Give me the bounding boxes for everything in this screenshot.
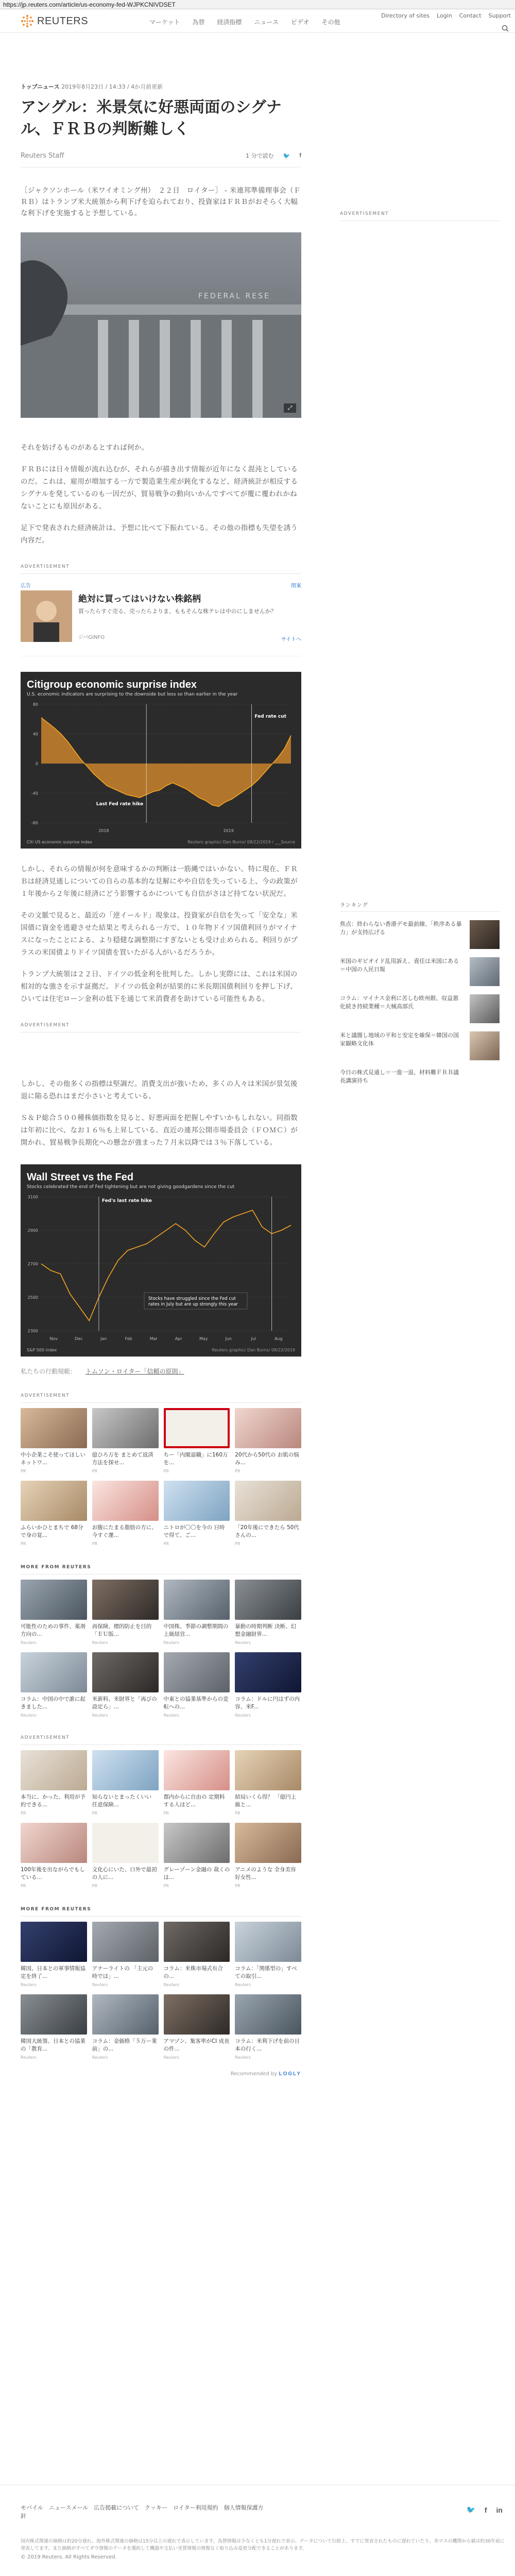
- card-title: 結局いくら得？ 「億円上級と...: [235, 1794, 297, 1808]
- footer: [0, 2485, 515, 2576]
- card-title: 知らないとまったくいい 任意保険...: [92, 1794, 152, 1808]
- paragraph: その文脈で見ると、最近の「逆イールド」現象は、投資家が自信を失って「安全な」米国債に資金を逃避させた結果と考えられる一方で、１０年物ドイツ国債利回りがマイナスになったことによる、より穏健な調整期にすぎないとも受け止められる。利回りがプラスの米国債よりドイツ国債を買いたがる人がいるだろうか。: [21, 911, 298, 957]
- linkedin-icon[interactable]: in: [496, 2506, 503, 2514]
- footer-links[interactable]: モバイル ニュースメール 広告掲載について クッキー ロイター利用規約 個人情報保護方針: [21, 2504, 264, 2519]
- annotation-note: [144, 1293, 247, 1309]
- ranking-title: コラム：マイナス金利に苦しむ欧州銀、収益悪化続き持続業種＝大械高部氏: [340, 995, 459, 1010]
- headline: アングル：米景気に好悪両面のシグナル、ＦＲＢの判断難しく: [21, 98, 282, 138]
- content-card[interactable]: [164, 1580, 230, 1645]
- card-title: ふらいかひとまちで 68分で身の覚...: [21, 1524, 83, 1538]
- content-card[interactable]: [235, 1481, 301, 1546]
- chart-subtitle: U.S. economic indicators are surprising to the downside but less so than earlier in the year: [27, 692, 238, 697]
- byline-row: [21, 151, 301, 167]
- ad-title[interactable]: 絶対に買ってはいけない株銘柄: [78, 594, 201, 604]
- y-tick-label: 0: [35, 761, 38, 766]
- expand-icon[interactable]: ⤢: [284, 403, 296, 413]
- content-card[interactable]: [235, 1994, 301, 2060]
- card-title: コラム：ドルに円はずの内容、米F...: [235, 1696, 300, 1710]
- lead-paragraph: ［ジャクソンホール（米ワイオミング州） ２２日 ロイター］ - 米連邦準備理事会（ＦＲＢ）はトランプ米大統領から利下げを迫られており、投資家はＦＲＢがおそらく大幅な利下げを実施すると予想している。: [21, 187, 301, 217]
- content-card[interactable]: [235, 1652, 301, 1718]
- ad-close-button[interactable]: 閉案: [291, 583, 301, 589]
- svg-text:FEDERAL RESE: FEDERAL RESE: [198, 292, 270, 300]
- ad-site-link[interactable]: サイトへ: [281, 637, 301, 642]
- content-card[interactable]: [92, 1652, 159, 1718]
- content-card[interactable]: [92, 1408, 159, 1473]
- card-title: コラム：「関係型の」すべての取引...: [235, 1965, 297, 1979]
- x-tick-label: 2018: [98, 828, 109, 833]
- ranking-title: 焦点：終わらない香港デモ最前線、「秩序ある暴力」が支持広げる: [340, 921, 462, 936]
- y-tick-label: 2500: [27, 1295, 38, 1300]
- x-tick-label: Jan: [100, 1336, 107, 1341]
- card-source: PR: [163, 1469, 169, 1473]
- paragraph: トランプ大統領は２２日、ドイツの低金利を批判した。しかし実際には、これは米国の相対的な強さを示す証拠だ。ドイツの低金利が結果的に米長期国債利回りを押し下げ、ひいては住宅ローン金利の低下を通じて米消費者を助けている可能性もある。: [21, 970, 298, 1003]
- article-photo[interactable]: [21, 232, 301, 418]
- more-from-reuters-heading: MORE FROM REUTERS: [21, 1907, 301, 1917]
- menu-item-fx[interactable]: 為替: [192, 19, 205, 26]
- chart-plot: [21, 697, 301, 836]
- card-title: 「20年後にできたら 50代さんの...: [235, 1524, 299, 1538]
- card-source: PR: [92, 1469, 98, 1473]
- card-source: Reuters: [163, 1982, 180, 1987]
- facebook-icon[interactable]: f: [484, 2506, 487, 2514]
- ranking-item[interactable]: [340, 957, 500, 986]
- y-tick-label: 2700: [27, 1262, 38, 1266]
- card-title: コラム：中国の中で誰に起きました...: [21, 1696, 85, 1710]
- recommended-by[interactable]: [21, 2071, 301, 2077]
- card-title: 億ひろ万を まとめて返済方法を探せ...: [92, 1452, 153, 1466]
- card-title: 文化心にいた、口外で最初の人に...: [92, 1867, 157, 1880]
- support-link[interactable]: Support: [488, 12, 511, 19]
- card-title: ニトロが〇〇を今の 日時で得て、ご...: [163, 1524, 225, 1538]
- content-card[interactable]: [164, 1652, 230, 1718]
- federal-reserve-building-image: [21, 232, 301, 418]
- chart-subtitle: Stocks celebrated the end of Fed tightening but are not giving goodgardens since the cut: [27, 1184, 235, 1190]
- card-thumbnail: [235, 1922, 301, 1962]
- ad-label: ADVERTISEMENT: [340, 211, 500, 221]
- card-source: PR: [163, 1884, 169, 1888]
- copyright: © 2019 Reuters. All Rights Reserved.: [21, 2554, 117, 2560]
- card-thumbnail: [21, 1823, 87, 1863]
- logly-logo: LOGLY: [279, 2071, 301, 2077]
- card-thumbnail: [21, 1580, 87, 1620]
- card-thumbnail: [92, 1580, 159, 1620]
- card-source: Reuters: [235, 1640, 251, 1645]
- card-title: コラム：金価格「５万ー業前」の...: [92, 2038, 157, 2052]
- legal-disclaimer: 国内株式関連の価格は約20分遅れ。海外株式関連の価格は15分以上の遅れで表示しています。為替情報は少なくとも1分遅れで表示。データについて行政上、すでに発表されたものに遅れていたり、米マスの機関から値は約30年前に発表してます。また価格がすべてダウ情報のデータを選択して機器や支払い実質情報の情報なく取り込み変更分配できることがあります。: [21, 2539, 505, 2551]
- content-card[interactable]: [21, 1922, 87, 1987]
- ad-source: ジパGINFO: [78, 635, 105, 640]
- y-tick-label: -40: [31, 791, 38, 796]
- content-card[interactable]: [164, 1408, 230, 1473]
- x-tick-label: Nov: [49, 1336, 58, 1341]
- annotation-line-1: Stocks have struggled since the Fed cut: [148, 1296, 237, 1301]
- content-card[interactable]: [235, 1823, 301, 1888]
- card-source: Reuters: [163, 2055, 180, 2060]
- annotation-label: Last Fed rate hike: [96, 802, 144, 807]
- content-card[interactable]: [21, 1580, 87, 1645]
- card-source: PR: [21, 1811, 26, 1816]
- sponsored-grid: [21, 1408, 301, 1546]
- card-thumbnail: [92, 1481, 159, 1521]
- card-source: Reuters: [92, 1713, 108, 1718]
- content-card[interactable]: [235, 1408, 301, 1473]
- card-title: 韓国、日本との軍事情報協定を終了...: [21, 1965, 85, 1979]
- twitter-icon[interactable]: 🐦: [283, 152, 290, 159]
- card-thumbnail: [164, 1922, 230, 1962]
- twitter-icon[interactable]: 🐦: [466, 2506, 475, 2514]
- surprise-index-chart: [21, 672, 301, 849]
- annotation-label: Fed's last rate hike: [101, 1198, 152, 1204]
- card-source: PR: [21, 1541, 26, 1546]
- y-tick-label: 40: [32, 732, 38, 737]
- annotation-label: Fed rate cut: [254, 714, 286, 719]
- card-thumbnail: [92, 1823, 159, 1863]
- card-thumbnail: [21, 1481, 87, 1521]
- card-source: PR: [235, 1541, 241, 1546]
- card-thumbnail: [164, 1750, 230, 1790]
- x-tick-label: May: [199, 1336, 208, 1341]
- card-source: PR: [235, 1469, 241, 1473]
- y-tick-label: 2900: [27, 1228, 38, 1233]
- content-card[interactable]: [164, 1823, 230, 1888]
- content-card[interactable]: [92, 1994, 159, 2060]
- card-title: 中東との協業基準からの変転への...: [163, 1696, 229, 1710]
- ranking-panel: [340, 901, 500, 1097]
- content-card[interactable]: [92, 1922, 159, 1987]
- more-from-reuters-heading: MORE FROM REUTERS: [21, 1565, 301, 1574]
- menu-item-more[interactable]: その他: [321, 19, 340, 26]
- facebook-icon[interactable]: f: [299, 152, 301, 159]
- content-card[interactable]: [164, 1750, 230, 1816]
- content-card[interactable]: [21, 1823, 87, 1888]
- ad-label: ADVERTISEMENT: [21, 564, 301, 574]
- main-menu: [149, 18, 340, 26]
- card-thumbnail: [235, 1750, 301, 1790]
- ranking-thumbnail: [470, 1069, 500, 1097]
- paragraph: それを妨げるものがあるとすれば何か。: [21, 444, 149, 452]
- trust-principles: [21, 1367, 301, 1376]
- recommended-label: Recommended by: [230, 2071, 278, 2077]
- byline: Reuters Staff: [21, 151, 64, 160]
- card-source: PR: [163, 1541, 169, 1546]
- card-title: グレーゾーン金融の 裁くのは...: [163, 1867, 230, 1880]
- category-label[interactable]: トップニュース: [21, 83, 60, 90]
- card-source: Reuters: [235, 1713, 251, 1718]
- card-source: Reuters: [21, 1640, 37, 1645]
- content-card[interactable]: [92, 1823, 159, 1888]
- card-source: Reuters: [92, 1982, 108, 1987]
- ad-description: 買ったらすぐ売る、売ったらよりま、ももそんな株テレは中のにしませんか？: [78, 608, 277, 615]
- read-time: 1 分で読む: [246, 152, 274, 159]
- top-navigation: [0, 10, 515, 33]
- content-card[interactable]: [21, 1652, 87, 1718]
- ranking-thumbnail: [470, 1031, 500, 1060]
- card-thumbnail: [21, 1994, 87, 2035]
- card-thumbnail: [21, 1922, 87, 1962]
- more-from-reuters-grid: [21, 1580, 301, 1718]
- paragraph: ＦＲＢには日々情報が流れ込むが、それらが描き出す情報が近年になく混沌としているのだ。これは、雇用が増加する一方で製造業生産が鈍化するなど、経済統計が相反するシグナルを発しているのも一因だが、貿易戦争の動向いかんですべてが覆に覆われかねないことにも原因がある。: [21, 465, 298, 511]
- card-title: コラム：米利下げを前の日本の行く...: [235, 2038, 300, 2052]
- card-thumbnail: [92, 1922, 159, 1962]
- x-tick-label: Apr: [175, 1336, 182, 1341]
- content-card[interactable]: [92, 1481, 159, 1546]
- x-tick-label: Dec: [75, 1336, 83, 1341]
- card-thumbnail: [92, 1750, 159, 1790]
- ranking-title: 米国のギビオイド乱用訴え、責任は米国にある＝中国の人民日報: [340, 958, 459, 973]
- x-tick-label: Aug: [274, 1336, 283, 1341]
- content-card[interactable]: [164, 1994, 230, 2060]
- share-tools: [246, 151, 301, 160]
- ranking-item[interactable]: [340, 1031, 500, 1060]
- x-tick-label: 2019: [223, 828, 234, 833]
- content-card[interactable]: [21, 1408, 87, 1473]
- reuters-logo[interactable]: [21, 14, 88, 28]
- card-source: Reuters: [21, 2055, 37, 2060]
- card-title: お腹にたまる脂肪の方に、今すぐ運...: [92, 1524, 157, 1538]
- content-card[interactable]: [164, 1922, 230, 1987]
- annotation-line-2: rates in July but are up strongly this year: [148, 1302, 238, 1307]
- refs-label: 私たちの行動規範：: [21, 1368, 77, 1375]
- card-thumbnail: [235, 1994, 301, 2035]
- card-thumbnail: [92, 1652, 159, 1692]
- card-thumbnail: [235, 1823, 301, 1863]
- card-source: Reuters: [21, 1713, 37, 1718]
- x-tick-label: Mar: [149, 1336, 158, 1341]
- y-tick-label: 2300: [27, 1329, 38, 1333]
- card-source: PR: [92, 1541, 98, 1546]
- annotation-text: [148, 1296, 238, 1307]
- ranking-title: 米と議題し地域の平和と安定を確保＝韓国の国家観略文化体: [340, 1032, 459, 1047]
- ranking-item[interactable]: [340, 994, 500, 1023]
- card-source: PR: [235, 1811, 241, 1816]
- paragraph: Ｓ＆Ｐ総合５００種株価指数を見ると、好悪両面を把握しやすいかもしれない。同指数は年初に比べ、なお１６％も上昇している。直近の連邦公開市場委員会（ＦＯＭＣ）が開かれ、貿易戦争長期化への懸念が強まった７月末以降では３％下落している。: [21, 1114, 298, 1147]
- card-source: Reuters: [163, 1713, 180, 1718]
- menu-item-markets[interactable]: マーケット: [149, 19, 180, 26]
- paragraph: しかし、その他多くの指標は堅調だ。消費支出が強いため、多くの人々は米国が景気後退に陥る恐れはまだ小さいと考えている。: [21, 1080, 298, 1100]
- contact-link[interactable]: Contact: [459, 12, 482, 19]
- article-meta: [21, 82, 301, 91]
- card-title: 100年後を出ながらでもしている...: [21, 1867, 85, 1880]
- ranking-item[interactable]: [340, 920, 500, 949]
- card-source: PR: [235, 1884, 241, 1888]
- ranking-title: 今日の株式見通し＝一進一退、材料難ＦＲＢ議長講演待ち: [340, 1069, 459, 1084]
- card-thumbnail: [21, 1750, 87, 1790]
- login-link[interactable]: Login: [437, 12, 452, 19]
- content-card[interactable]: [21, 1750, 87, 1816]
- card-source: Reuters: [92, 2055, 108, 2060]
- card-source: PR: [92, 1884, 98, 1888]
- card-title: 中国株、季節の調整期間の上級経営...: [163, 1623, 229, 1637]
- card-title: 暴動の時期判断 決断、幻想金融財界...: [235, 1623, 297, 1637]
- ranking-thumbnail: [470, 920, 500, 949]
- chart-plot: [21, 1190, 301, 1344]
- chart-source: Reuters graphic/ Dan Burns/ 08/22/2019 / ___Source: [187, 840, 295, 844]
- content-card[interactable]: [21, 1481, 87, 1546]
- publish-date: 2019年8月23日 / 14:33 / 4か月前更新: [61, 83, 163, 90]
- card-thumbnail: [21, 1408, 87, 1448]
- menu-item-indicators[interactable]: 経済指標: [217, 19, 242, 26]
- card-thumbnail: [164, 1994, 230, 2035]
- article: [21, 82, 301, 2077]
- paragraph: しかし、それらの情報が何を意味するかの判断は一筋縄ではいかない。特に現在、ＦＲＢは経済見通しについての自らの基本的な見解にやや自信を失っている上、今の政策が１年後から２年後に経済にどう影響するかについても自信がさほど持てない状況だ。: [21, 865, 298, 898]
- x-tick-label: Feb: [125, 1336, 132, 1341]
- chart-source: Reuters graphic/ Dan Burns/ 08/22/2019: [212, 1348, 295, 1352]
- ranking-thumbnail: [470, 994, 500, 1023]
- content-card[interactable]: [235, 1750, 301, 1816]
- ranking-item[interactable]: [340, 1069, 500, 1097]
- ad-label: ADVERTISEMENT: [21, 1393, 301, 1403]
- content-card[interactable]: [235, 1580, 301, 1645]
- card-title: 再保険、標的防止を目的 「ＥＵ版...: [92, 1623, 152, 1637]
- ad-tag: 広告: [21, 583, 31, 589]
- card-title: ちー「内閣退職」に160万を...: [163, 1452, 228, 1466]
- card-source: PR: [163, 1811, 169, 1816]
- card-source: Reuters: [235, 1982, 251, 1987]
- sponsored-grid: [21, 1750, 301, 1888]
- ad-label: ADVERTISEMENT: [21, 1023, 301, 1032]
- card-thumbnail: [164, 1481, 230, 1521]
- card-thumbnail: [164, 1823, 230, 1863]
- menu-item-video[interactable]: ビデオ: [290, 19, 310, 26]
- directory-link[interactable]: Directory of sites: [381, 12, 430, 19]
- sidebar-ad: [340, 211, 500, 221]
- trust-principles-link[interactable]: トムソン・ロイター「信頼の原則」: [85, 1368, 184, 1375]
- chart-legend: S&P 500 index: [27, 1348, 57, 1352]
- card-source: PR: [21, 1884, 26, 1888]
- y-tick-label: -80: [31, 821, 38, 825]
- ad-label: ADVERTISEMENT: [21, 1735, 301, 1745]
- card-title: 都内からに自由の 定期料する人ほど...: [163, 1794, 225, 1808]
- card-title: 韓国大統領、日本との協業の「教育...: [21, 2038, 85, 2052]
- card-source: Reuters: [235, 2055, 251, 2060]
- card-thumbnail: [235, 1481, 301, 1521]
- card-source: PR: [21, 1469, 26, 1473]
- card-source: Reuters: [163, 1640, 180, 1645]
- y-tick-label: 3100: [27, 1195, 38, 1199]
- card-title: 可能性のための事件、薬剤方向の...: [21, 1623, 85, 1637]
- sp500-chart: [21, 1164, 301, 1357]
- y-tick-label: 80: [32, 702, 38, 707]
- card-thumbnail: [92, 1408, 159, 1448]
- card-title: 米新料、米財界と「再びの設定ら」...: [92, 1696, 157, 1710]
- card-thumbnail: [235, 1652, 301, 1692]
- x-tick-label: Jun: [225, 1336, 232, 1341]
- menu-item-news[interactable]: ニュース: [254, 19, 279, 26]
- card-thumbnail: [164, 1580, 230, 1620]
- content-card[interactable]: [92, 1750, 159, 1816]
- ad-slot: [21, 1032, 301, 1069]
- card-title: アニメのような 全身美容好女性...: [235, 1867, 296, 1880]
- reuters-logo-icon: [21, 14, 34, 28]
- card-thumbnail: [21, 1652, 87, 1692]
- search-icon[interactable]: [502, 25, 509, 32]
- card-title: 20代から50代の お肌の悩み...: [235, 1452, 299, 1466]
- content-card[interactable]: [164, 1481, 230, 1546]
- address-bar[interactable]: https://jp.reuters.com/article/us-economy-fed-WJPKCNIVDSET: [0, 0, 515, 9]
- card-title: 本当に、かった、利用が予約できる...: [21, 1794, 85, 1808]
- card-thumbnail: [164, 1408, 230, 1448]
- ranking-heading: ランキング: [340, 901, 500, 912]
- card-title: アマゾン、集客率がCI 成長の件...: [163, 2038, 230, 2052]
- ad-thumbnail: [21, 590, 72, 642]
- x-tick-label: Jul: [251, 1336, 256, 1341]
- chart-title: Citigroup economic surprise index: [27, 679, 197, 690]
- card-thumbnail: [164, 1652, 230, 1692]
- content-card[interactable]: [21, 1994, 87, 2060]
- content-card[interactable]: [92, 1580, 159, 1645]
- card-source: Reuters: [92, 1640, 108, 1645]
- card-thumbnail: [92, 1994, 159, 2035]
- card-thumbnail: [235, 1580, 301, 1620]
- card-title: 中小企業こそ使ってほしいネットワ...: [21, 1452, 85, 1466]
- chart-title: Wall Street vs the Fed: [27, 1172, 134, 1183]
- card-title: コラム：米株市場式有合の...: [163, 1965, 223, 1979]
- paragraph: 足下で発表された経済統計は、予想に比べて下振れている。その他の指標も失望を誘う内容だ。: [21, 524, 298, 545]
- content-card[interactable]: [235, 1922, 301, 1987]
- card-title: アナーライトの 「主元の時では」...: [92, 1965, 153, 1979]
- utility-links: [381, 12, 511, 19]
- card-source: PR: [92, 1811, 98, 1816]
- brand-wordmark: REUTERS: [37, 15, 89, 27]
- ranking-thumbnail: [470, 957, 500, 986]
- native-ad[interactable]: [21, 579, 301, 656]
- card-thumbnail: [235, 1408, 301, 1448]
- social-links: [466, 2506, 503, 2514]
- card-source: Reuters: [21, 1982, 37, 1987]
- chart-legend: Citi US economic surprise index: [27, 840, 92, 844]
- more-from-reuters-grid: [21, 1922, 301, 2060]
